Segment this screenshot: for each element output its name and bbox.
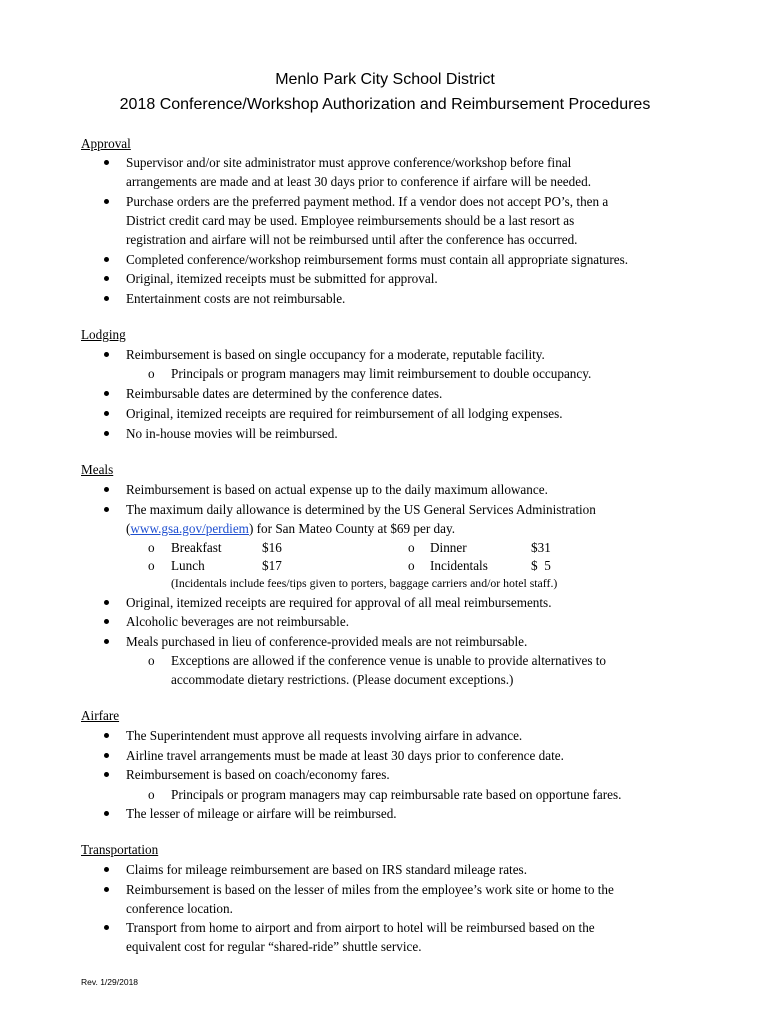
incidentals-amount: $ 5	[531, 558, 551, 573]
transportation-item-3: Transport from home to airport and from airport to hotel will be reimbursed based on the	[126, 920, 595, 935]
sub-bullet-icon: o	[148, 540, 155, 555]
breakfast-label: Breakfast	[171, 540, 222, 555]
transportation-item-1: Claims for mileage reimbursement are based on IRS standard mileage rates.	[126, 862, 527, 877]
bullet-icon	[104, 160, 109, 165]
transportation-heading: Transportation	[81, 842, 159, 857]
bullet-icon	[104, 199, 109, 204]
bullet-icon	[104, 487, 109, 492]
airfare-item-4: The lesser of mileage or airfare will be reimbursed.	[126, 806, 397, 821]
bullet-icon	[104, 619, 109, 624]
airfare-heading: Airfare	[81, 708, 120, 723]
incidentals-label: Incidentals	[430, 558, 488, 573]
sub-bullet-icon: o	[148, 558, 155, 573]
bullet-icon	[104, 600, 109, 605]
sub-bullet-icon: o	[408, 540, 415, 555]
approval-item-1-cont: arrangements are made and at least 30 days prior to conference if airfare will be needed.	[126, 174, 592, 189]
sub-bullet-icon: o	[148, 653, 155, 668]
open-paren: (	[126, 521, 131, 536]
meals-item-2-cont	[126, 519, 455, 538]
transportation-item-2: Reimbursement is based on the lesser of miles from the employee’s work site or home to the	[126, 882, 614, 897]
approval-item-2-cont: District credit card may be used. Employee reimbursements should be a last resort as	[126, 213, 575, 228]
meals-item-2: The maximum daily allowance is determined by the US General Services Administration	[126, 502, 596, 517]
bullet-icon	[104, 352, 109, 357]
approval-heading: Approval	[81, 136, 131, 151]
dinner-label: Dinner	[430, 540, 467, 555]
bullet-icon	[104, 753, 109, 758]
bullet-icon	[104, 257, 109, 262]
meals-item-5-sub: Exceptions are allowed if the conference venue is unable to provide alternatives to	[171, 653, 607, 668]
bullet-icon	[104, 411, 109, 416]
approval-item-5: Entertainment costs are not reimbursable.	[126, 291, 346, 306]
meals-item-1: Reimbursement is based on actual expense up to the daily maximum allowance.	[126, 482, 548, 497]
lunch-amount: $17	[262, 558, 282, 573]
bullet-icon	[104, 431, 109, 436]
meals-heading: Meals	[81, 462, 114, 477]
lodging-item-2: Reimbursable dates are determined by the conference dates.	[126, 386, 443, 401]
bullet-icon	[104, 733, 109, 738]
meals-item-5: Meals purchased in lieu of conference-provided meals are not reimbursable.	[126, 634, 528, 649]
airfare-item-3: Reimbursement is based on coach/economy fares.	[126, 767, 390, 782]
incidentals-note: (Incidentals include fees/tips given to porters, baggage carriers and/or hotel staff.)	[171, 576, 558, 590]
airfare-item-3-sub: Principals or program managers may cap reimbursable rate based on opportune fares.	[171, 787, 622, 802]
approval-item-2-cont2: registration and airfare will not be reimbursed until after the conference has occurred.	[126, 232, 578, 247]
lodging-item-1-sub: Principals or program managers may limit reimbursement to double occupancy.	[171, 366, 592, 381]
sub-bullet-icon: o	[408, 558, 415, 573]
lunch-label: Lunch	[171, 558, 205, 573]
bullet-icon	[104, 887, 109, 892]
page-title-line1: Menlo Park City School District	[275, 71, 495, 88]
approval-item-4: Original, itemized receipts must be submitted for approval.	[126, 271, 438, 286]
sub-bullet-icon: o	[148, 787, 155, 802]
dinner-amount: $31	[531, 540, 551, 555]
airfare-item-1: The Superintendent must approve all requests involving airfare in advance.	[126, 728, 523, 743]
transportation-item-3-cont: equivalent cost for regular “shared-ride” shuttle service.	[126, 939, 422, 954]
lodging-item-4: No in-house movies will be reimbursed.	[126, 426, 338, 441]
bullet-icon	[104, 925, 109, 930]
allowance-text: ) for San Mateo County at $69 per day.	[248, 521, 456, 536]
sub-bullet-icon: o	[148, 366, 155, 381]
bullet-icon	[104, 276, 109, 281]
page-title-line2: 2018 Conference/Workshop Authorization and Reimbursement Procedures	[119, 96, 651, 113]
meals-item-4: Alcoholic beverages are not reimbursable.	[126, 614, 349, 629]
lodging-item-1: Reimbursement is based on single occupancy for a moderate, reputable facility.	[126, 347, 545, 362]
revision-footer: Rev. 1/29/2018	[81, 977, 139, 987]
bullet-icon	[104, 867, 109, 872]
meals-item-3: Original, itemized receipts are required for approval of all meal reimbursements.	[126, 595, 552, 610]
meals-item-5-sub-cont: accommodate dietary restrictions. (Please document exceptions.)	[171, 672, 514, 687]
breakfast-amount: $16	[262, 540, 282, 555]
bullet-icon	[104, 772, 109, 777]
bullet-icon	[104, 296, 109, 301]
approval-item-1: Supervisor and/or site administrator must approve conference/workshop before final	[126, 155, 572, 170]
bullet-icon	[104, 639, 109, 644]
bullet-icon	[104, 507, 109, 512]
approval-item-2: Purchase orders are the preferred payment method. If a vendor does not accept PO’s, then a	[126, 194, 609, 209]
approval-item-3: Completed conference/workshop reimbursement forms must contain all appropriate signatures.	[126, 252, 629, 267]
airfare-item-2: Airline travel arrangements must be made at least 30 days prior to conference date.	[126, 748, 564, 763]
bullet-icon	[104, 391, 109, 396]
gsa-perdiem-link[interactable]: www.gsa.gov/perdiem	[130, 521, 249, 536]
transportation-item-2-cont: conference location.	[126, 901, 233, 916]
bullet-icon	[104, 811, 109, 816]
lodging-item-3: Original, itemized receipts are required for reimbursement of all lodging expenses.	[126, 406, 563, 421]
lodging-heading: Lodging	[81, 327, 126, 342]
